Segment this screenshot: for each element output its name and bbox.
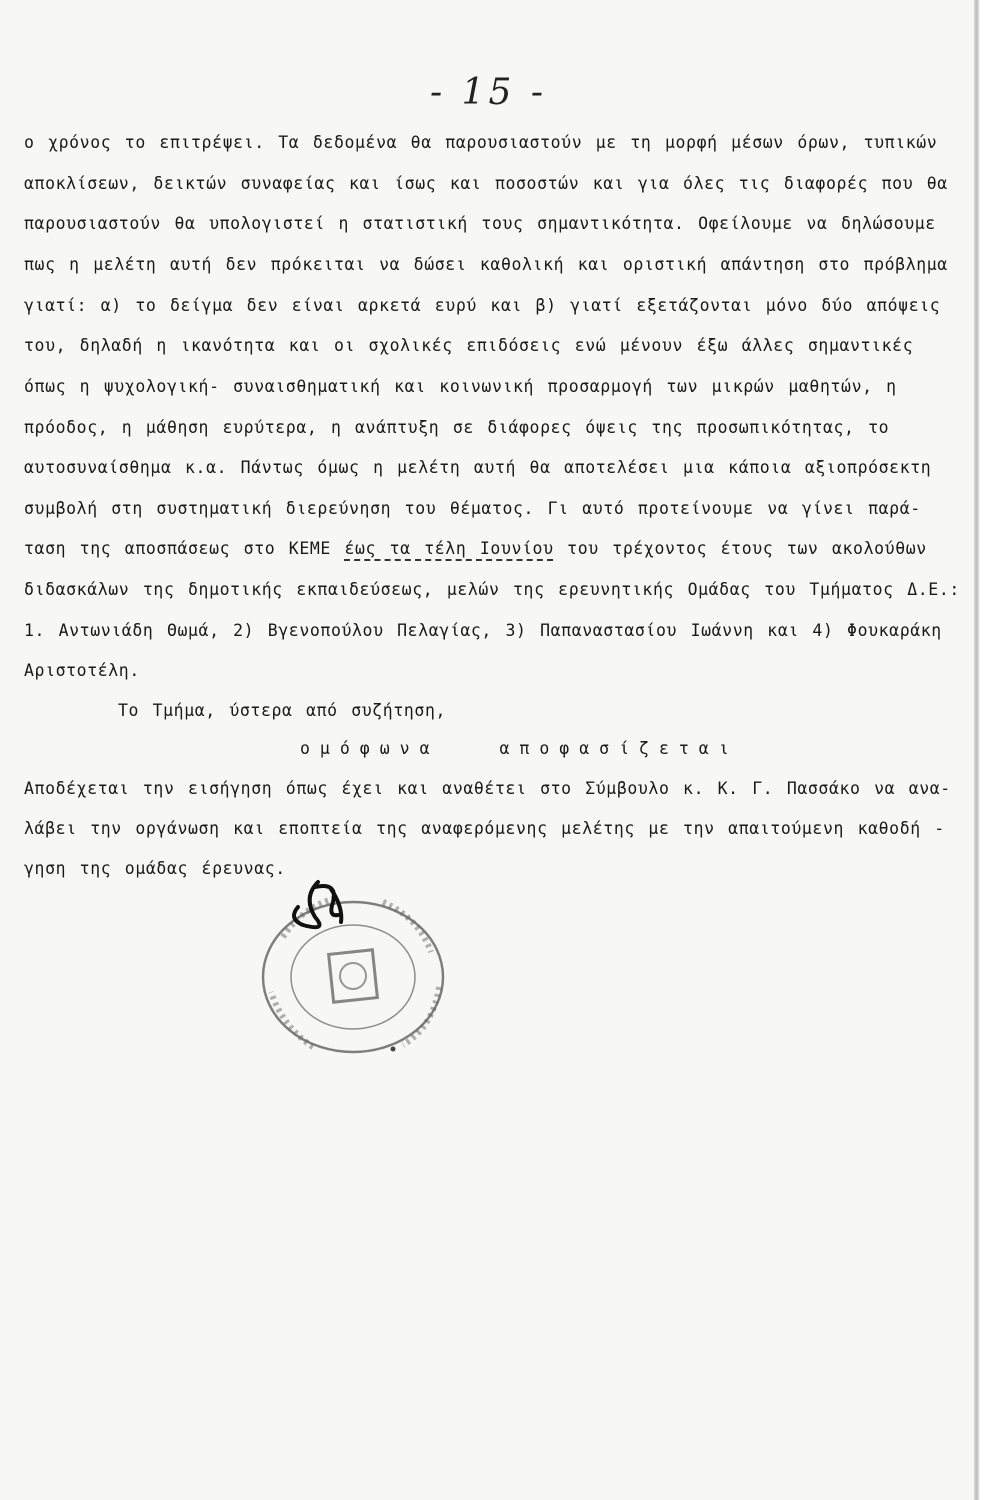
- body-line: παρουσιαστούν θα υπολογιστεί η στατιστική τους σημαντικότητα. Οφείλουμε να δηλώσουμε: [24, 214, 936, 233]
- body-line: όπως η ψυχολογική- συναισθηματική και κοινωνική προσαρμογή των μικρών μαθητών, η: [24, 377, 897, 396]
- page-number: - 15 -: [430, 72, 548, 113]
- body-line: συμβολή στη συστηματική διερεύνηση του θέματος. Γι αυτό προτείνουμε να γίνει παρά-: [24, 499, 921, 518]
- body-line: γιατί: α) το δείγμα δεν είναι αρκετά ευρύ και β) γιατί εξετάζονται μόνο δύο απόψεις: [24, 296, 941, 315]
- decision-line: Αποδέχεται την εισήγηση όπως έχει και αναθέτει στο Σύμβουλο κ. Κ. Γ. Πασσάκο να ανα-: [24, 779, 951, 798]
- body-line-segment: του τρέχοντος έτους των ακολούθων: [553, 539, 927, 558]
- body-line: διδασκάλων της δημοτικής εκπαιδεύσεως, μελών της ερευνητικής Ομάδας του Τμήματος Δ.Ε.:: [24, 580, 960, 599]
- deadline-underlined: έως τα τέλη Ιουνίου: [344, 539, 554, 558]
- decision-line: γηση της ομάδας έρευνας.: [24, 859, 286, 878]
- body-line: [24, 539, 927, 558]
- body-line-segment: ταση της αποσπάσεως στο ΚΕΜΕ: [24, 539, 345, 558]
- body-line: του, δηλαδή η ικανότητα και οι σχολικές επιδόσεις ενώ μένουν έξω άλλες σημαντικές: [24, 336, 914, 355]
- decision-intro: Το Τμήμα, ύστερα από συζήτηση,: [118, 701, 447, 720]
- page-edge: [974, 0, 996, 1500]
- body-line: αποκλίσεων, δεικτών συναφείας και ίσως και ποσοστών και για όλες τις διαφορές που θα: [24, 174, 948, 193]
- decision-verdict: ομόφωνα αποφασίζεται: [300, 739, 739, 758]
- body-line: Αριστοτέλη.: [24, 661, 140, 680]
- body-line: ο χρόνος το επιτρέψει. Τα δεδομένα θα παρουσιαστούν με τη μορφή μέσων όρων, τυπικών: [24, 133, 938, 152]
- official-stamp: [243, 877, 458, 1062]
- decision-line: λάβει την οργάνωση και εποπτεία της αναφερόμενης μελέτης με την απαιτούμενη καθοδή -: [24, 819, 945, 838]
- body-line: πως η μελέτη αυτή δεν πρόκειται να δώσει καθολική και οριστική απάντηση στο πρόβλημα: [24, 255, 948, 274]
- body-line: πρόοδος, η μάθηση ευρύτερα, η ανάπτυξη σε διάφορες όψεις της προσωπικότητας, το: [24, 418, 890, 437]
- body-line: αυτοσυναίσθημα κ.α. Πάντως όμως η μελέτη αυτή θα αποτελέσει μια κάποια αξιοπρόσεκτη: [24, 458, 932, 477]
- body-line: 1. Αντωνιάδη Θωμά, 2) Βγενοπούλου Πελαγίας, 3) Παπαναστασίου Ιωάννη και 4) Φουκαράκη: [24, 621, 942, 640]
